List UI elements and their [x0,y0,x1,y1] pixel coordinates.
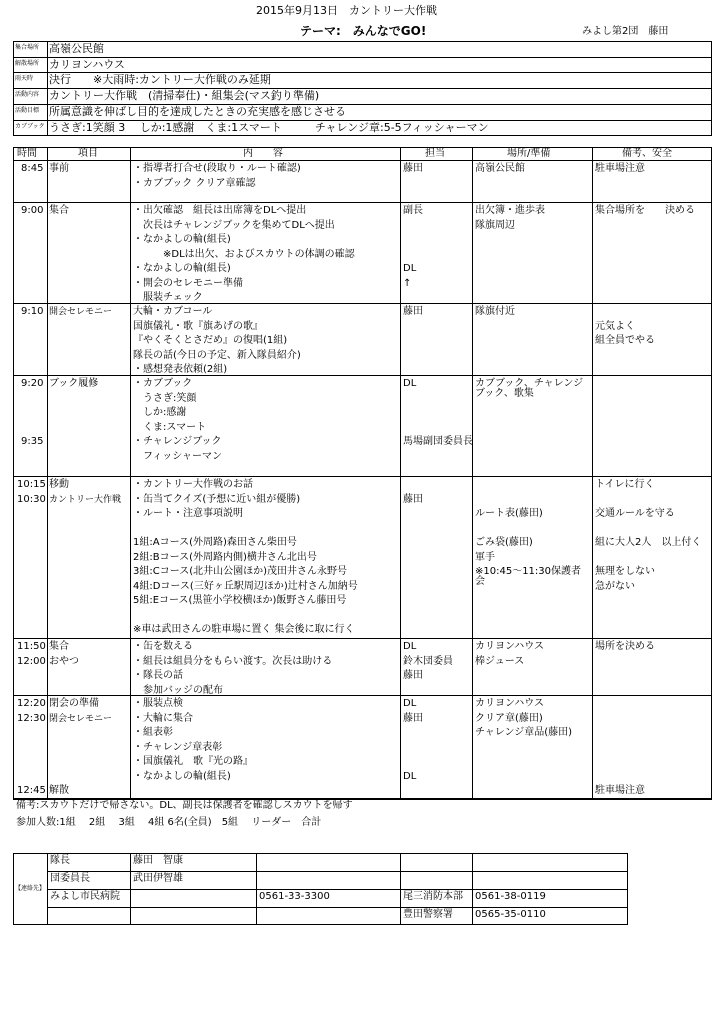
place-cell: 軍手 [475,551,495,563]
contact-cell: 尾三消防本部 [403,891,463,902]
info-label: 活動目標 [15,107,40,114]
content-line: ・なかよしの輪(組長) [133,263,231,274]
item-cell: 移動 [49,479,69,490]
time-cell: 12:00 [17,655,46,667]
note-cell: 元気よく [595,320,635,332]
content-line: フィッシャーマン [133,450,222,462]
place-cell: ルート表(藤田) [475,508,543,519]
item-cell: 開会セレモニー [49,307,113,317]
info-label: カブブック [15,123,45,130]
staff-cell: 藤田 [403,712,423,724]
participant-count: 参加人数:1組 2組 3組 4組 6名(全員) 5組 リーダー 合計 [16,817,322,828]
info-label: 解散場所 [15,60,40,67]
schedule-table [13,147,712,799]
item-cell: 解散 [49,785,69,796]
place-cell: 隊旗付近 [475,306,515,317]
time-cell: 10:15 [17,479,46,490]
item-cell: 閉会セレモニー [49,713,113,724]
info-label: 活動内容 [15,91,40,98]
info-label: 集合場所 [15,44,40,51]
content-line: 服装チェック [133,292,203,303]
note-cell: 駐車場注意 [595,785,645,796]
item-cell: 閉会の準備 [49,698,99,709]
content-line: 3組:Cコース(北井山公園ほか)茂田井さん永野号 [133,566,348,577]
content-line: ・カブブック クリア章確認 [133,177,256,189]
content-line: ・カントリー大作戦のお話 [133,479,253,490]
content-line: ・感想発表依頼(2組) [133,364,228,375]
content-line: ・チャレンジ章表彰 [133,741,223,753]
contact-cell: 隊長 [50,855,70,866]
note-cell: トイレに行く [595,479,655,490]
place-cell: チャレンジ章品(藤田) [475,727,573,738]
col-header-place: 場所/準備 [507,148,551,159]
place-cell: クリア章(藤田) [475,712,543,724]
place-cell: 高嶺公民館 [475,163,525,174]
staff-cell: DL [403,641,417,652]
content-line: 隊長の話(今日の予定、新入隊員紹介) [133,349,301,361]
col-header-notes: 備考、安全 [622,148,672,159]
content-line: ・大輪に集合 [133,712,193,724]
theme-heading: テーマ: みんなでGO! [300,24,427,38]
content-line: ・なかよしの輪(組長) [133,234,231,245]
content-line: ・出欠確認 組長は出席簿をDLへ提出 [133,205,307,216]
time-cell: 9:35 [21,436,44,447]
contact-cell: 0561-33-3300 [259,891,330,902]
contact-cell: 武田伊智雄 [133,873,183,884]
content-line: ・服装点検 [133,698,183,709]
note-cell: 無理をしない [595,566,655,577]
info-value: カリヨンハウス [49,58,125,71]
staff-cell: DL [403,698,417,709]
content-line: ※DLは出欠、およびスカウトの体調の確認 [133,248,355,260]
info-value: うさぎ:1笑顔 3 しか:1感謝 くま:1スマート チャレンジ章:5-5フィッシャーマン [49,121,489,134]
content-line: 次長はチャレンジブックを集めてDLへ提出 [133,219,335,231]
place-cell: 出欠簿・進歩表 [475,205,545,216]
item-cell: おやつ [49,655,79,667]
note-cell: 駐車場注意 [595,163,645,174]
staff-cell: 藤田 [403,493,423,505]
staff-cell: 藤田 [403,306,423,317]
troop-label: みよし第2団 藤田 [582,26,669,37]
place-cell: 棒ジュース [475,655,525,667]
time-cell: 11:50 [17,641,46,652]
content-line: 2組:Bコース(外周路内側)横井さん北出号 [133,551,317,563]
time-cell: 9:10 [21,306,44,317]
place-cell: カリヨンハウス [475,641,544,652]
content-line: ・開会のセレモニー準備 [133,277,243,289]
col-header-item: 項目 [78,148,98,159]
content-line: ・なかよしの輪(組長) [133,770,231,782]
document-title: 2015年9月13日 カントリー大作戦 [256,4,437,17]
content-line: 参加バッジの配布 [133,684,223,696]
content-line: ※車は武田さんの駐車場に置く 集会後に取に行く [133,624,355,635]
content-line: ・カブブック [133,378,193,389]
item-cell: 集合 [49,205,69,216]
place-cell: カブブック、チャレンジブック、歌集 [475,378,584,399]
staff-cell: 藤田 [403,670,423,681]
content-line: 大輪・カブコール [133,306,213,317]
info-value: 高嶺公民館 [49,42,104,55]
content-line: ・缶当てクイズ(予想に近い組が優勝) [133,493,301,505]
time-cell: 8:45 [21,163,44,174]
note-cell: 組に大人2人 以上付く [595,537,702,548]
staff-cell: DL [403,263,417,274]
note-cell: 急がない [595,580,635,592]
staff-cell: 副長 [403,205,423,216]
note-cell: 集合場所を 決める [595,205,695,216]
staff-cell: ↑ [403,277,412,289]
item-cell: 事前 [49,163,69,174]
item-cell: ブック履修 [49,378,99,389]
note-cell: 交通ルールを守る [595,508,675,519]
time-cell: 12:30 [17,712,46,724]
contacts-label: 【連絡先】 [15,885,46,892]
content-line: うさぎ:笑顔 [133,392,197,404]
contact-cell: 団委員長 [50,873,90,884]
staff-cell: DL [403,770,417,782]
content-line: ・ルート・注意事項説明 [133,508,243,519]
content-line: ・缶を数える [133,641,193,652]
col-header-staff: 担当 [425,148,445,159]
contact-cell: 0565-35-0110 [475,909,546,920]
col-header-time: 時間 [17,148,37,159]
time-cell: 12:20 [17,698,46,709]
content-line: 国旗儀礼・歌『旗あげの歌』 [133,320,263,332]
content-line: しか:感謝 [133,407,187,418]
time-cell: 9:00 [21,205,44,216]
staff-cell: 鈴木団委員 [403,655,453,667]
content-line: ・国旗儀礼 歌『光の路』 [133,756,253,767]
content-line: 『やくそくとさだめ』の復唱(1組) [133,335,288,346]
place-cell: カリヨンハウス [475,698,544,709]
content-line: ・隊長の話 [133,670,183,681]
content-line: ・組表彰 [133,727,173,738]
info-value: カントリー大作戦 (清掃奉仕)・組集会(マス釣り準備) [49,89,320,102]
item-cell: カントリー大作戦 [49,494,122,505]
place-cell: 隊旗周辺 [475,219,515,231]
content-line: ・指導者打合せ(段取り・ルート確認) [133,163,301,174]
remark-text: 備考:スカウトだけで帰さない。DL、副長は保護者を確認しスカウトを帰す [16,800,353,811]
info-label: 雨天時 [15,75,34,82]
content-line: 5組:Eコース(黒笹小学校横ほか)飯野さん藤田号 [133,595,347,606]
contact-cell: 豊田警察署 [403,909,453,920]
staff-cell: 馬場副団委員長 [403,436,473,447]
note-cell: 場所を決める [595,641,655,652]
contact-cell: 0561-38-0119 [475,891,546,902]
time-cell: 12:45 [17,785,46,796]
info-value: 所属意識を伸ばし目的を達成したときの充実感を感じさせる [49,105,346,118]
col-header-content: 内 容 [243,148,283,159]
content-line: 4組:Dコース(三好ヶ丘駅周辺ほか)辻村さん加納号 [133,580,358,592]
info-value: 決行 ※大雨時:カントリー大作戦のみ延期 [49,73,271,86]
place-cell: ※10:45～11:30保護者会 [475,566,582,587]
content-line: くま:スマート [133,421,207,433]
content-line: ・チャレンジブック [133,436,222,447]
content-line: 1組:Aコース(外周路)森田さん柴田号 [133,537,297,548]
contact-cell: みよし市民病院 [50,891,120,902]
contact-cell: 藤田 智康 [133,855,183,866]
staff-cell: 藤田 [403,163,423,174]
time-cell: 10:30 [17,493,46,505]
place-cell: ごみ袋(藤田) [475,537,533,548]
note-cell: 組全員でやる [595,335,655,346]
time-cell: 9:20 [21,378,44,389]
staff-cell: DL [403,378,417,389]
item-cell: 集合 [49,641,69,652]
content-line: ・組長は組員分をもらい渡す。次長は助ける [133,655,333,667]
